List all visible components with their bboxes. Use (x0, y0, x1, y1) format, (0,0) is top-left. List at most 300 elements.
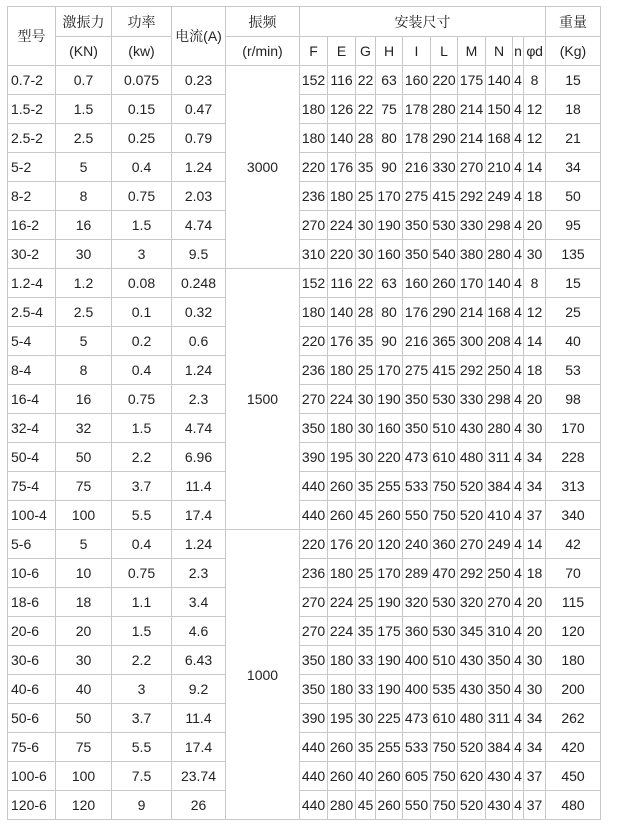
force-cell: 100 (56, 762, 112, 791)
power-cell: 0.2 (112, 327, 172, 356)
header-force-unit-label: (KN) (69, 43, 98, 59)
dim-G-cell: 20 (356, 530, 376, 559)
dim-n-cell: 4 (513, 298, 524, 327)
power-cell: 3.7 (112, 704, 172, 733)
dim-I-cell: 289 (403, 559, 431, 588)
dim-L-cell: 530 (431, 617, 458, 646)
model-cell: 16-2 (8, 211, 56, 240)
freq-cell: 3000 (226, 66, 300, 269)
header-weight-unit (546, 37, 601, 66)
dim-I-cell: 216 (403, 327, 431, 356)
model-cell: 32-4 (8, 414, 56, 443)
weight-cell: 98 (546, 385, 601, 414)
dim-G-cell: 28 (356, 124, 376, 153)
dim-H-cell: 175 (376, 617, 403, 646)
header-dim-label: n (514, 43, 522, 59)
dim-I-cell: 550 (403, 501, 431, 530)
header-dim-label: M (465, 43, 478, 59)
dim-F-cell: 270 (300, 385, 328, 414)
dim-phid-cell: 14 (524, 530, 546, 559)
dim-I-cell: 605 (403, 762, 431, 791)
dim-M-cell: 300 (458, 327, 486, 356)
dim-N-cell: 280 (486, 240, 513, 269)
dim-F-cell: 236 (300, 559, 328, 588)
dim-I-cell: 178 (403, 95, 431, 124)
header-row-1 (8, 7, 601, 37)
table-row (8, 733, 601, 762)
dim-n-cell: 4 (513, 443, 524, 472)
dim-E-cell: 176 (328, 153, 356, 182)
dim-phid-cell: 20 (524, 588, 546, 617)
current-cell: 0.23 (172, 66, 226, 95)
dim-G-cell: 22 (356, 269, 376, 298)
power-cell: 0.4 (112, 356, 172, 385)
dim-G-cell: 30 (356, 385, 376, 414)
dim-L-cell: 530 (431, 588, 458, 617)
header-dim-N (486, 37, 513, 66)
dim-H-cell: 220 (376, 443, 403, 472)
weight-cell: 15 (546, 66, 601, 95)
dim-I-cell: 360 (403, 617, 431, 646)
dim-E-cell: 195 (328, 704, 356, 733)
dim-H-cell: 260 (376, 791, 403, 820)
model-cell: 8-4 (8, 356, 56, 385)
power-cell: 7.5 (112, 762, 172, 791)
dim-phid-cell: 12 (524, 95, 546, 124)
dim-M-cell: 330 (458, 211, 486, 240)
dim-H-cell: 90 (376, 153, 403, 182)
force-cell: 32 (56, 414, 112, 443)
power-cell: 1.5 (112, 414, 172, 443)
dim-M-cell: 320 (458, 588, 486, 617)
power-cell: 5.5 (112, 733, 172, 762)
dim-N-cell: 168 (486, 124, 513, 153)
model-cell: 30-6 (8, 646, 56, 675)
weight-cell: 180 (546, 646, 601, 675)
dim-I-cell: 350 (403, 385, 431, 414)
dim-N-cell: 208 (486, 327, 513, 356)
dim-H-cell: 190 (376, 588, 403, 617)
dim-N-cell: 298 (486, 385, 513, 414)
dim-phid-cell: 20 (524, 385, 546, 414)
current-cell: 2.03 (172, 182, 226, 211)
dim-I-cell: 533 (403, 472, 431, 501)
header-dim-phid (524, 37, 546, 66)
dim-H-cell: 225 (376, 704, 403, 733)
weight-cell: 50 (546, 182, 601, 211)
weight-cell: 18 (546, 95, 601, 124)
model-cell: 50-6 (8, 704, 56, 733)
dim-n-cell: 4 (513, 269, 524, 298)
header-dim-F (300, 37, 328, 66)
dim-F-cell: 270 (300, 211, 328, 240)
force-cell: 40 (56, 675, 112, 704)
dim-G-cell: 33 (356, 646, 376, 675)
header-dim-label: N (493, 43, 505, 59)
dim-N-cell: 140 (486, 269, 513, 298)
dim-E-cell: 260 (328, 472, 356, 501)
dim-N-cell: 249 (486, 182, 513, 211)
current-cell: 17.4 (172, 501, 226, 530)
dim-M-cell: 214 (458, 298, 486, 327)
dim-I-cell: 473 (403, 704, 431, 733)
header-power-unit (112, 37, 172, 66)
weight-cell: 228 (546, 443, 601, 472)
dim-E-cell: 280 (328, 791, 356, 820)
dim-L-cell: 415 (431, 182, 458, 211)
dim-H-cell: 170 (376, 356, 403, 385)
dim-phid-cell: 30 (524, 646, 546, 675)
model-cell: 18-6 (8, 588, 56, 617)
current-cell: 1.24 (172, 530, 226, 559)
dim-M-cell: 620 (458, 762, 486, 791)
power-cell: 0.075 (112, 66, 172, 95)
dim-L-cell: 290 (431, 298, 458, 327)
dim-H-cell: 120 (376, 530, 403, 559)
dim-F-cell: 220 (300, 530, 328, 559)
dim-n-cell: 4 (513, 675, 524, 704)
table-row (8, 95, 601, 124)
table-row (8, 153, 601, 182)
dim-M-cell: 480 (458, 704, 486, 733)
current-cell: 6.43 (172, 646, 226, 675)
weight-cell: 420 (546, 733, 601, 762)
power-cell: 0.75 (112, 385, 172, 414)
current-cell: 23.74 (172, 762, 226, 791)
dim-N-cell: 140 (486, 66, 513, 95)
dim-E-cell: 224 (328, 385, 356, 414)
header-freq-unit (226, 37, 300, 66)
dim-phid-cell: 8 (524, 66, 546, 95)
weight-cell: 200 (546, 675, 601, 704)
dim-F-cell: 270 (300, 617, 328, 646)
header-force-label: 激振力 (62, 13, 105, 30)
table-row (8, 443, 601, 472)
dim-L-cell: 470 (431, 559, 458, 588)
model-cell: 50-4 (8, 443, 56, 472)
power-cell: 0.1 (112, 298, 172, 327)
force-cell: 2.5 (56, 124, 112, 153)
model-cell: 8-2 (8, 182, 56, 211)
dim-N-cell: 249 (486, 530, 513, 559)
dim-N-cell: 430 (486, 791, 513, 820)
force-cell: 1.5 (56, 95, 112, 124)
dim-L-cell: 415 (431, 356, 458, 385)
force-cell: 120 (56, 791, 112, 820)
header-dim-G (356, 37, 376, 66)
dim-G-cell: 35 (356, 472, 376, 501)
dim-H-cell: 63 (376, 269, 403, 298)
dim-M-cell: 270 (458, 153, 486, 182)
dim-n-cell: 4 (513, 182, 524, 211)
current-cell: 0.79 (172, 124, 226, 153)
dim-phid-cell: 18 (524, 182, 546, 211)
dim-n-cell: 4 (513, 588, 524, 617)
weight-cell: 25 (546, 298, 601, 327)
dim-phid-cell: 30 (524, 240, 546, 269)
dim-N-cell: 298 (486, 211, 513, 240)
current-cell: 4.74 (172, 414, 226, 443)
dim-F-cell: 310 (300, 240, 328, 269)
weight-cell: 95 (546, 211, 601, 240)
force-cell: 16 (56, 211, 112, 240)
force-cell: 75 (56, 472, 112, 501)
dim-L-cell: 750 (431, 733, 458, 762)
dim-L-cell: 280 (431, 95, 458, 124)
dim-E-cell: 176 (328, 327, 356, 356)
dim-F-cell: 152 (300, 269, 328, 298)
force-cell: 0.7 (56, 66, 112, 95)
dim-E-cell: 180 (328, 414, 356, 443)
dim-G-cell: 25 (356, 182, 376, 211)
force-cell: 30 (56, 240, 112, 269)
table-row (8, 472, 601, 501)
force-cell: 8 (56, 182, 112, 211)
dim-L-cell: 360 (431, 530, 458, 559)
dim-L-cell: 750 (431, 472, 458, 501)
model-cell: 1.2-4 (8, 269, 56, 298)
weight-cell: 313 (546, 472, 601, 501)
current-cell: 2.3 (172, 559, 226, 588)
header-freq (226, 7, 300, 37)
dim-I-cell: 178 (403, 124, 431, 153)
dim-E-cell: 195 (328, 443, 356, 472)
dim-phid-cell: 30 (524, 414, 546, 443)
table-row (8, 356, 601, 385)
dim-G-cell: 30 (356, 704, 376, 733)
current-cell: 2.3 (172, 385, 226, 414)
dim-n-cell: 4 (513, 211, 524, 240)
force-cell: 5 (56, 530, 112, 559)
current-cell: 3.4 (172, 588, 226, 617)
current-cell: 9.5 (172, 240, 226, 269)
dim-N-cell: 430 (486, 762, 513, 791)
dim-n-cell: 4 (513, 472, 524, 501)
force-cell: 2.5 (56, 298, 112, 327)
power-cell: 3 (112, 675, 172, 704)
dim-n-cell: 4 (513, 385, 524, 414)
dim-H-cell: 75 (376, 95, 403, 124)
dim-I-cell: 350 (403, 240, 431, 269)
current-cell: 9.2 (172, 675, 226, 704)
dim-G-cell: 25 (356, 356, 376, 385)
dim-n-cell: 4 (513, 762, 524, 791)
weight-cell: 34 (546, 153, 601, 182)
dim-n-cell: 4 (513, 153, 524, 182)
force-cell: 100 (56, 501, 112, 530)
table-row (8, 646, 601, 675)
table-row (8, 182, 601, 211)
model-cell: 100-6 (8, 762, 56, 791)
dim-E-cell: 176 (328, 530, 356, 559)
power-cell: 0.25 (112, 124, 172, 153)
dim-n-cell: 4 (513, 530, 524, 559)
table-row (8, 501, 601, 530)
dim-G-cell: 30 (356, 414, 376, 443)
weight-cell: 53 (546, 356, 601, 385)
dim-E-cell: 180 (328, 559, 356, 588)
power-cell: 0.08 (112, 269, 172, 298)
dim-F-cell: 440 (300, 762, 328, 791)
power-cell: 2.2 (112, 646, 172, 675)
weight-cell: 70 (546, 559, 601, 588)
dim-N-cell: 384 (486, 472, 513, 501)
dim-E-cell: 140 (328, 124, 356, 153)
dim-E-cell: 116 (328, 66, 356, 95)
header-dim-label: G (360, 43, 371, 59)
dim-n-cell: 4 (513, 414, 524, 443)
freq-cell: 1500 (226, 269, 300, 530)
dim-H-cell: 255 (376, 733, 403, 762)
dim-G-cell: 28 (356, 298, 376, 327)
dim-E-cell: 260 (328, 733, 356, 762)
power-cell: 0.75 (112, 559, 172, 588)
dim-L-cell: 365 (431, 327, 458, 356)
dim-N-cell: 311 (486, 443, 513, 472)
header-dim-I (403, 37, 431, 66)
dim-M-cell: 380 (458, 240, 486, 269)
dim-L-cell: 750 (431, 762, 458, 791)
dim-phid-cell: 12 (524, 298, 546, 327)
dim-G-cell: 45 (356, 501, 376, 530)
power-cell: 1.5 (112, 617, 172, 646)
dim-F-cell: 390 (300, 443, 328, 472)
force-cell: 16 (56, 385, 112, 414)
force-cell: 20 (56, 617, 112, 646)
dim-G-cell: 30 (356, 211, 376, 240)
table-row (8, 66, 601, 95)
dim-F-cell: 350 (300, 646, 328, 675)
header-dim-n (513, 37, 524, 66)
header-power-unit-label: (kw) (128, 43, 155, 59)
model-cell: 2.5-2 (8, 124, 56, 153)
table-row (8, 240, 601, 269)
dim-N-cell: 410 (486, 501, 513, 530)
dim-H-cell: 170 (376, 182, 403, 211)
power-cell: 0.75 (112, 182, 172, 211)
current-cell: 17.4 (172, 733, 226, 762)
power-cell: 9 (112, 791, 172, 820)
dim-F-cell: 440 (300, 501, 328, 530)
current-cell: 11.4 (172, 704, 226, 733)
dim-I-cell: 160 (403, 269, 431, 298)
dim-H-cell: 190 (376, 211, 403, 240)
current-cell: 26 (172, 791, 226, 820)
header-power-label: 功率 (127, 13, 156, 30)
dim-H-cell: 190 (376, 385, 403, 414)
current-cell: 4.6 (172, 617, 226, 646)
dim-M-cell: 175 (458, 66, 486, 95)
header-dim-label: H (383, 43, 395, 59)
dim-N-cell: 210 (486, 153, 513, 182)
dim-H-cell: 190 (376, 675, 403, 704)
dim-E-cell: 140 (328, 298, 356, 327)
dim-n-cell: 4 (513, 646, 524, 675)
table-row (8, 617, 601, 646)
table-row (8, 298, 601, 327)
dim-I-cell: 320 (403, 588, 431, 617)
current-cell: 0.248 (172, 269, 226, 298)
dim-I-cell: 400 (403, 646, 431, 675)
model-cell: 40-6 (8, 675, 56, 704)
dim-E-cell: 260 (328, 762, 356, 791)
model-cell: 75-6 (8, 733, 56, 762)
dim-L-cell: 530 (431, 385, 458, 414)
dim-n-cell: 4 (513, 791, 524, 820)
power-cell: 2.2 (112, 443, 172, 472)
dim-N-cell: 310 (486, 617, 513, 646)
dim-M-cell: 292 (458, 356, 486, 385)
model-cell: 5-6 (8, 530, 56, 559)
current-cell: 0.6 (172, 327, 226, 356)
dim-I-cell: 350 (403, 414, 431, 443)
dim-L-cell: 260 (431, 269, 458, 298)
table-row (8, 675, 601, 704)
dim-n-cell: 4 (513, 617, 524, 646)
dim-G-cell: 30 (356, 443, 376, 472)
force-cell: 50 (56, 704, 112, 733)
power-cell: 3.7 (112, 472, 172, 501)
dim-I-cell: 350 (403, 211, 431, 240)
dim-H-cell: 255 (376, 472, 403, 501)
header-force (56, 7, 112, 37)
dim-L-cell: 535 (431, 675, 458, 704)
dim-F-cell: 350 (300, 675, 328, 704)
dim-L-cell: 290 (431, 124, 458, 153)
dim-H-cell: 170 (376, 559, 403, 588)
dim-phid-cell: 18 (524, 559, 546, 588)
power-cell: 3 (112, 240, 172, 269)
dim-M-cell: 292 (458, 559, 486, 588)
current-cell: 1.24 (172, 356, 226, 385)
dim-I-cell: 275 (403, 356, 431, 385)
current-cell: 4.74 (172, 211, 226, 240)
weight-cell: 15 (546, 269, 601, 298)
header-weight-label: 重量 (559, 13, 587, 30)
header-dim-label: L (440, 43, 448, 59)
dim-E-cell: 260 (328, 501, 356, 530)
header-current (172, 7, 226, 66)
dim-G-cell: 25 (356, 588, 376, 617)
dim-H-cell: 80 (376, 124, 403, 153)
dim-n-cell: 4 (513, 327, 524, 356)
power-cell: 5.5 (112, 501, 172, 530)
table-row (8, 588, 601, 617)
dim-N-cell: 350 (486, 646, 513, 675)
force-cell: 30 (56, 646, 112, 675)
dim-phid-cell: 20 (524, 211, 546, 240)
dim-n-cell: 4 (513, 501, 524, 530)
model-cell: 20-6 (8, 617, 56, 646)
table-row (8, 269, 601, 298)
force-cell: 50 (56, 443, 112, 472)
dim-M-cell: 520 (458, 733, 486, 762)
force-cell: 10 (56, 559, 112, 588)
dim-N-cell: 384 (486, 733, 513, 762)
dim-n-cell: 4 (513, 559, 524, 588)
header-install-label: 安装尺寸 (394, 13, 451, 30)
dim-phid-cell: 18 (524, 356, 546, 385)
dim-I-cell: 176 (403, 298, 431, 327)
force-cell: 5 (56, 153, 112, 182)
force-cell: 18 (56, 588, 112, 617)
dim-E-cell: 180 (328, 356, 356, 385)
dim-G-cell: 22 (356, 95, 376, 124)
current-cell: 6.96 (172, 443, 226, 472)
force-cell: 5 (56, 327, 112, 356)
dim-G-cell: 35 (356, 733, 376, 762)
model-cell: 100-4 (8, 501, 56, 530)
